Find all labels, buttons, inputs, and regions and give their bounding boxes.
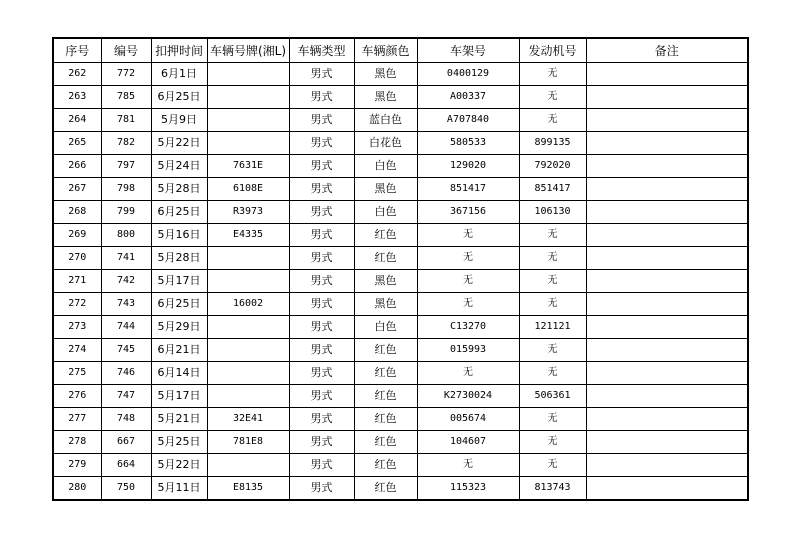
cell-serial-number: 263 (53, 86, 101, 109)
cell-seizure-date: 5月11日 (151, 477, 207, 501)
cell-seizure-date: 5月16日 (151, 224, 207, 247)
cell-vehicle-color: 红色 (354, 385, 417, 408)
cell-remarks (586, 178, 748, 201)
column-header-vehicle-color: 车辆颜色 (354, 38, 417, 63)
column-header-engine-number: 发动机号 (519, 38, 586, 63)
cell-vehicle-color: 黑色 (354, 63, 417, 86)
cell-serial-number: 267 (53, 178, 101, 201)
cell-vehicle-type: 男式 (289, 408, 354, 431)
table-row (53, 86, 748, 109)
cell-remarks (586, 247, 748, 270)
cell-serial-number: 266 (53, 155, 101, 178)
cell-engine-number: 无 (519, 293, 586, 316)
cell-remarks (586, 224, 748, 247)
cell-seizure-date: 5月21日 (151, 408, 207, 431)
cell-serial-number: 276 (53, 385, 101, 408)
cell-frame-number: 无 (417, 247, 519, 270)
cell-remarks (586, 270, 748, 293)
table-row (53, 339, 748, 362)
cell-plate-number: R3973 (207, 201, 289, 224)
cell-engine-number: 813743 (519, 477, 586, 501)
cell-code: 744 (101, 316, 151, 339)
table-row (53, 454, 748, 477)
cell-seizure-date: 5月9日 (151, 109, 207, 132)
cell-remarks (586, 86, 748, 109)
column-header-plate-number: 车辆号牌(湘L) (207, 38, 289, 63)
cell-frame-number: C13270 (417, 316, 519, 339)
cell-vehicle-color: 白色 (354, 201, 417, 224)
cell-remarks (586, 477, 748, 501)
cell-code: 750 (101, 477, 151, 501)
cell-plate-number: 7631E (207, 155, 289, 178)
cell-engine-number: 无 (519, 454, 586, 477)
cell-engine-number: 899135 (519, 132, 586, 155)
column-header-seizure-date: 扣押时间 (151, 38, 207, 63)
column-header-serial-number: 序号 (53, 38, 101, 63)
cell-seizure-date: 6月21日 (151, 339, 207, 362)
cell-remarks (586, 362, 748, 385)
cell-seizure-date: 5月28日 (151, 178, 207, 201)
cell-serial-number: 273 (53, 316, 101, 339)
cell-code: 743 (101, 293, 151, 316)
table-row (53, 385, 748, 408)
table-row (53, 178, 748, 201)
cell-seizure-date: 5月17日 (151, 270, 207, 293)
cell-vehicle-type: 男式 (289, 454, 354, 477)
cell-frame-number: 无 (417, 224, 519, 247)
table-row (53, 293, 748, 316)
cell-seizure-date: 6月25日 (151, 86, 207, 109)
cell-frame-number: 无 (417, 454, 519, 477)
cell-seizure-date: 6月25日 (151, 201, 207, 224)
cell-vehicle-type: 男式 (289, 155, 354, 178)
cell-plate-number (207, 385, 289, 408)
cell-vehicle-type: 男式 (289, 316, 354, 339)
cell-code: 772 (101, 63, 151, 86)
cell-engine-number: 无 (519, 63, 586, 86)
cell-remarks (586, 454, 748, 477)
cell-seizure-date: 5月24日 (151, 155, 207, 178)
cell-plate-number (207, 270, 289, 293)
cell-serial-number: 278 (53, 431, 101, 454)
cell-plate-number: 16002 (207, 293, 289, 316)
cell-frame-number: 015993 (417, 339, 519, 362)
column-header-vehicle-type: 车辆类型 (289, 38, 354, 63)
cell-plate-number (207, 109, 289, 132)
cell-vehicle-color: 白花色 (354, 132, 417, 155)
cell-serial-number: 270 (53, 247, 101, 270)
cell-vehicle-color: 黑色 (354, 293, 417, 316)
cell-code: 745 (101, 339, 151, 362)
cell-vehicle-color: 蓝白色 (354, 109, 417, 132)
cell-remarks (586, 339, 748, 362)
cell-frame-number: 115323 (417, 477, 519, 501)
cell-seizure-date: 5月22日 (151, 132, 207, 155)
cell-vehicle-type: 男式 (289, 178, 354, 201)
cell-seizure-date: 5月29日 (151, 316, 207, 339)
cell-code: 748 (101, 408, 151, 431)
cell-frame-number: 005674 (417, 408, 519, 431)
cell-vehicle-type: 男式 (289, 86, 354, 109)
cell-vehicle-type: 男式 (289, 339, 354, 362)
cell-vehicle-color: 红色 (354, 408, 417, 431)
column-header-code: 编号 (101, 38, 151, 63)
cell-plate-number (207, 63, 289, 86)
cell-vehicle-type: 男式 (289, 224, 354, 247)
cell-frame-number: 367156 (417, 201, 519, 224)
table-body (53, 63, 748, 501)
cell-remarks (586, 431, 748, 454)
cell-vehicle-type: 男式 (289, 431, 354, 454)
cell-code: 797 (101, 155, 151, 178)
cell-vehicle-color: 黑色 (354, 86, 417, 109)
cell-frame-number: 无 (417, 362, 519, 385)
cell-vehicle-type: 男式 (289, 132, 354, 155)
cell-frame-number: 0400129 (417, 63, 519, 86)
cell-plate-number (207, 362, 289, 385)
cell-remarks (586, 385, 748, 408)
cell-engine-number: 无 (519, 339, 586, 362)
cell-vehicle-type: 男式 (289, 293, 354, 316)
cell-vehicle-color: 黑色 (354, 178, 417, 201)
cell-engine-number: 无 (519, 362, 586, 385)
cell-serial-number: 279 (53, 454, 101, 477)
cell-serial-number: 274 (53, 339, 101, 362)
cell-frame-number: 104607 (417, 431, 519, 454)
cell-seizure-date: 5月25日 (151, 431, 207, 454)
cell-code: 800 (101, 224, 151, 247)
cell-engine-number: 851417 (519, 178, 586, 201)
column-header-frame-number: 车架号 (417, 38, 519, 63)
cell-seizure-date: 6月1日 (151, 63, 207, 86)
cell-frame-number: A00337 (417, 86, 519, 109)
cell-vehicle-type: 男式 (289, 477, 354, 501)
cell-vehicle-color: 红色 (354, 224, 417, 247)
cell-serial-number: 277 (53, 408, 101, 431)
cell-plate-number: 781E8 (207, 431, 289, 454)
cell-code: 741 (101, 247, 151, 270)
cell-engine-number: 无 (519, 270, 586, 293)
table-row (53, 362, 748, 385)
cell-vehicle-color: 红色 (354, 339, 417, 362)
cell-serial-number: 275 (53, 362, 101, 385)
cell-remarks (586, 155, 748, 178)
cell-plate-number: 6108E (207, 178, 289, 201)
cell-serial-number: 268 (53, 201, 101, 224)
cell-remarks (586, 63, 748, 86)
cell-code: 785 (101, 86, 151, 109)
table-row (53, 270, 748, 293)
table-row (53, 247, 748, 270)
cell-vehicle-color: 红色 (354, 247, 417, 270)
cell-remarks (586, 293, 748, 316)
cell-code: 742 (101, 270, 151, 293)
cell-code: 664 (101, 454, 151, 477)
table-row (53, 63, 748, 86)
table-row (53, 201, 748, 224)
cell-vehicle-type: 男式 (289, 63, 354, 86)
cell-remarks (586, 408, 748, 431)
cell-engine-number: 121121 (519, 316, 586, 339)
cell-seizure-date: 5月28日 (151, 247, 207, 270)
cell-plate-number: 32E41 (207, 408, 289, 431)
cell-frame-number: 851417 (417, 178, 519, 201)
cell-vehicle-type: 男式 (289, 385, 354, 408)
table-row (53, 109, 748, 132)
cell-engine-number: 无 (519, 86, 586, 109)
cell-vehicle-type: 男式 (289, 270, 354, 293)
cell-code: 667 (101, 431, 151, 454)
cell-engine-number: 无 (519, 408, 586, 431)
cell-plate-number (207, 454, 289, 477)
cell-vehicle-color: 红色 (354, 362, 417, 385)
cell-engine-number: 无 (519, 431, 586, 454)
table-row (53, 431, 748, 454)
cell-seizure-date: 6月25日 (151, 293, 207, 316)
cell-vehicle-type: 男式 (289, 362, 354, 385)
cell-engine-number: 无 (519, 247, 586, 270)
cell-plate-number: E4335 (207, 224, 289, 247)
cell-plate-number (207, 86, 289, 109)
cell-engine-number: 无 (519, 224, 586, 247)
cell-seizure-date: 6月14日 (151, 362, 207, 385)
cell-seizure-date: 5月17日 (151, 385, 207, 408)
cell-code: 798 (101, 178, 151, 201)
cell-plate-number (207, 247, 289, 270)
cell-plate-number (207, 132, 289, 155)
cell-serial-number: 262 (53, 63, 101, 86)
cell-engine-number: 106130 (519, 201, 586, 224)
cell-seizure-date: 5月22日 (151, 454, 207, 477)
table-header-row (53, 38, 748, 63)
cell-frame-number: 无 (417, 270, 519, 293)
cell-remarks (586, 109, 748, 132)
table-row (53, 224, 748, 247)
cell-code: 799 (101, 201, 151, 224)
cell-remarks (586, 201, 748, 224)
table-row (53, 316, 748, 339)
cell-serial-number: 280 (53, 477, 101, 501)
cell-vehicle-color: 红色 (354, 454, 417, 477)
cell-frame-number: K2730024 (417, 385, 519, 408)
cell-serial-number: 271 (53, 270, 101, 293)
cell-vehicle-color: 红色 (354, 431, 417, 454)
cell-plate-number (207, 316, 289, 339)
cell-plate-number (207, 339, 289, 362)
cell-vehicle-type: 男式 (289, 247, 354, 270)
cell-vehicle-color: 黑色 (354, 270, 417, 293)
cell-remarks (586, 132, 748, 155)
vehicle-seizure-table (52, 37, 749, 501)
table-row (53, 477, 748, 501)
cell-serial-number: 269 (53, 224, 101, 247)
cell-code: 782 (101, 132, 151, 155)
cell-engine-number: 无 (519, 109, 586, 132)
cell-vehicle-color: 红色 (354, 477, 417, 501)
cell-vehicle-type: 男式 (289, 109, 354, 132)
cell-frame-number: 无 (417, 293, 519, 316)
cell-plate-number: E8135 (207, 477, 289, 501)
table-row (53, 132, 748, 155)
cell-remarks (586, 316, 748, 339)
cell-vehicle-color: 白色 (354, 155, 417, 178)
column-header-remarks: 备注 (586, 38, 748, 63)
cell-frame-number: 580533 (417, 132, 519, 155)
cell-frame-number: A707840 (417, 109, 519, 132)
cell-code: 781 (101, 109, 151, 132)
cell-code: 747 (101, 385, 151, 408)
table-row (53, 155, 748, 178)
cell-engine-number: 506361 (519, 385, 586, 408)
cell-serial-number: 272 (53, 293, 101, 316)
cell-vehicle-color: 白色 (354, 316, 417, 339)
cell-engine-number: 792020 (519, 155, 586, 178)
cell-code: 746 (101, 362, 151, 385)
cell-serial-number: 265 (53, 132, 101, 155)
cell-vehicle-type: 男式 (289, 201, 354, 224)
cell-serial-number: 264 (53, 109, 101, 132)
cell-frame-number: 129020 (417, 155, 519, 178)
table-row (53, 408, 748, 431)
